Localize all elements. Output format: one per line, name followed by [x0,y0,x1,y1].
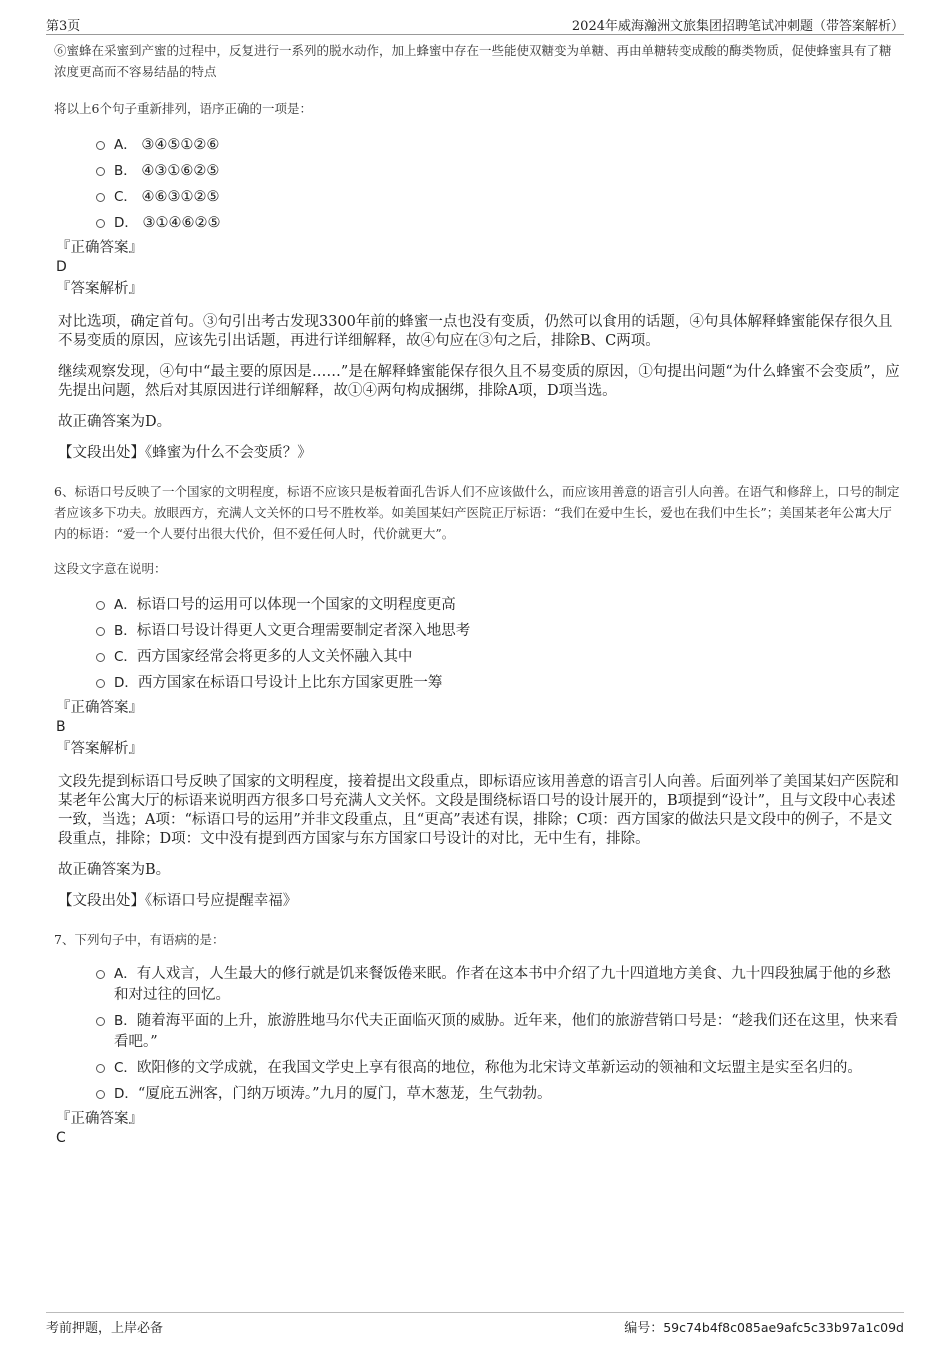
question-7-option-c[interactable]: C．欧阳修的文学成就，在我国文学史上享有很高的地位，称他为北宋诗文革新运动的领袖和文坛盟主是实至名归的。 [96,1058,900,1079]
document-code [624,1317,904,1336]
question-5-option-c[interactable]: C． ④⑥③①②⑤ [96,187,900,208]
question-5-answer-label: 『正确答案』 [56,240,143,256]
question-5-analysis-label: 『答案解析』 [56,281,143,297]
question-6-options [96,595,900,694]
radio-icon[interactable] [96,1090,105,1099]
question-6-prompt: 这段文字意在说明： [54,561,167,576]
question-5-option-d[interactable]: D． ③①④⑥②⑤ [96,213,900,234]
question-6-analysis-2: 故正确答案为B。 [58,862,171,878]
question-7 [54,929,900,1148]
question-6-option-c[interactable]: C．西方国家经常会将更多的人文关怀融入其中 [96,647,900,668]
question-5-prompt: 将以上6个句子重新排列，语序正确的一项是： [54,101,312,116]
question-7-option-a[interactable]: A．有人戏言，人生最大的修行就是饥来餐饭倦来眠。作者在这本书中介绍了九十四道地方美食、九十四段独属于他的乡愁和对过往的回忆。 [96,964,900,1006]
radio-icon[interactable] [96,679,105,688]
question-6-option-b[interactable]: B．标语口号设计得更人文更合理需要制定者深入地思考 [96,621,900,642]
question-5-source: 【文段出处】《蜂蜜为什么不会变质？》 [58,445,312,461]
radio-icon[interactable] [96,653,105,662]
question-5-option-b[interactable]: B． ④③①⑥②⑤ [96,161,900,182]
question-5-sentence-6: ⑥蜜蜂在采蜜到产蜜的过程中，反复进行一系列的脱水动作，加上蜂蜜中存在一些能使双糖变为单糖、再由单糖转变成酸的酶类物质，促使蜂蜜具有了糖浓度更高而不容易结晶的特点 [54,43,892,79]
page-header [46,12,904,35]
document-code-value: 59c74b4f8c085ae9afc5c33b97a1c09d [663,1320,904,1335]
question-7-option-b[interactable]: B．随着海平面的上升，旅游胜地马尔代夫正面临灭顶的威胁。近年来，他们的旅游营销口号是：“趁我们还在这里，快来看看吧。” [96,1011,900,1053]
question-5-options [96,135,900,234]
main-content [54,40,900,1148]
question-7-answer-label: 『正确答案』 [56,1111,143,1127]
page-number: 第3页 [46,19,81,34]
radio-icon[interactable] [96,1017,105,1026]
radio-icon[interactable] [96,601,105,610]
question-5-option-a[interactable]: A． ③④⑤①②⑥ [96,135,900,156]
radio-icon[interactable] [96,141,105,150]
radio-icon[interactable] [96,167,105,176]
question-6-answer-label: 『正确答案』 [56,700,143,716]
radio-icon[interactable] [96,193,105,202]
question-5-analysis-2: 继续观察发现，④句中“最主要的原因是……”是在解释蜂蜜能保存很久且不易变质的原因，①句提出问题“为什么蜂蜜不会变质”，应先提出问题，然后对其原因进行详细解释，故①④两句构成捆绑，排除A项，D项当选。 [58,364,900,399]
page-footer [46,1312,904,1339]
question-6-option-d[interactable]: D．西方国家在标语口号设计上比东方国家更胜一筹 [96,673,900,694]
question-6-answer: B [56,719,66,735]
footer-slogan: 考前押题，上岸必备 [46,1321,164,1336]
question-6 [54,481,900,911]
question-6-text: 6、标语口号反映了一个国家的文明程度，标语不应该只是板着面孔告诉人们不应该做什么，而应该用善意的语言引人向善。在语气和修辞上，口号的制定者应该多下功夫。放眼西方，充满人文关怀的口号不胜枚举。如美国某妇产医院正厅标语：“我们在爱中生长，爱也在我们中生长”；美国某老年公寓大厅内的标语：“爱一个人要付出很大代价，但不爱任何人时，代价就更大”。 [54,484,900,541]
question-5-analysis-1: 对比选项，确定首句。③句引出考古发现3300年前的蜂蜜一点也没有变质，仍然可以食用的话题，④句具体解释蜂蜜能保存很久且不易变质的原因，应该先引出话题，再进行详细解释，故④句应在③句之后，排除B、C两项。 [58,314,893,349]
radio-icon[interactable] [96,1064,105,1073]
document-title: 2024年威海瀚洲文旅集团招聘笔试冲刺题（带答案解析） [571,19,904,34]
radio-icon[interactable] [96,627,105,636]
radio-icon[interactable] [96,219,105,228]
question-7-answer: C [56,1130,66,1146]
question-7-options [96,964,900,1105]
radio-icon[interactable] [96,970,105,979]
question-5-analysis-3: 故正确答案为D。 [58,414,172,430]
question-6-source: 【文段出处】《标语口号应提醒幸福》 [58,893,298,909]
question-5-answer: D [56,259,67,275]
question-7-text: 7、下列句子中，有语病的是： [54,932,225,947]
document-code-label: 编号： [624,1321,664,1336]
question-6-analysis-label: 『答案解析』 [56,741,143,757]
question-6-option-a[interactable]: A．标语口号的运用可以体现一个国家的文明程度更高 [96,595,900,616]
question-5 [54,40,900,463]
question-7-option-d[interactable]: D．“厦庇五洲客，门纳万顷涛。”九月的厦门，草木葱茏，生气勃勃。 [96,1084,900,1105]
question-6-analysis-1: 文段先提到标语口号反映了国家的文明程度，接着提出文段重点，即标语应该用善意的语言引人向善。后面列举了美国某妇产医院和某老年公寓大厅的标语来说明西方很多口号充满人文关怀。文段是围绕标语口号的设计展开的，B项提到“设计”，且与文段中心表述一致，当选；A项：“标语口号的运用”并非文段重点，且“更高”表述有误，排除；C项：西方国家的做法只是文段中的例子，不是文段重点，排除；D项：文中没有提到西方国家与东方国家口号设计的对比，无中生有，排除。 [58,774,899,847]
